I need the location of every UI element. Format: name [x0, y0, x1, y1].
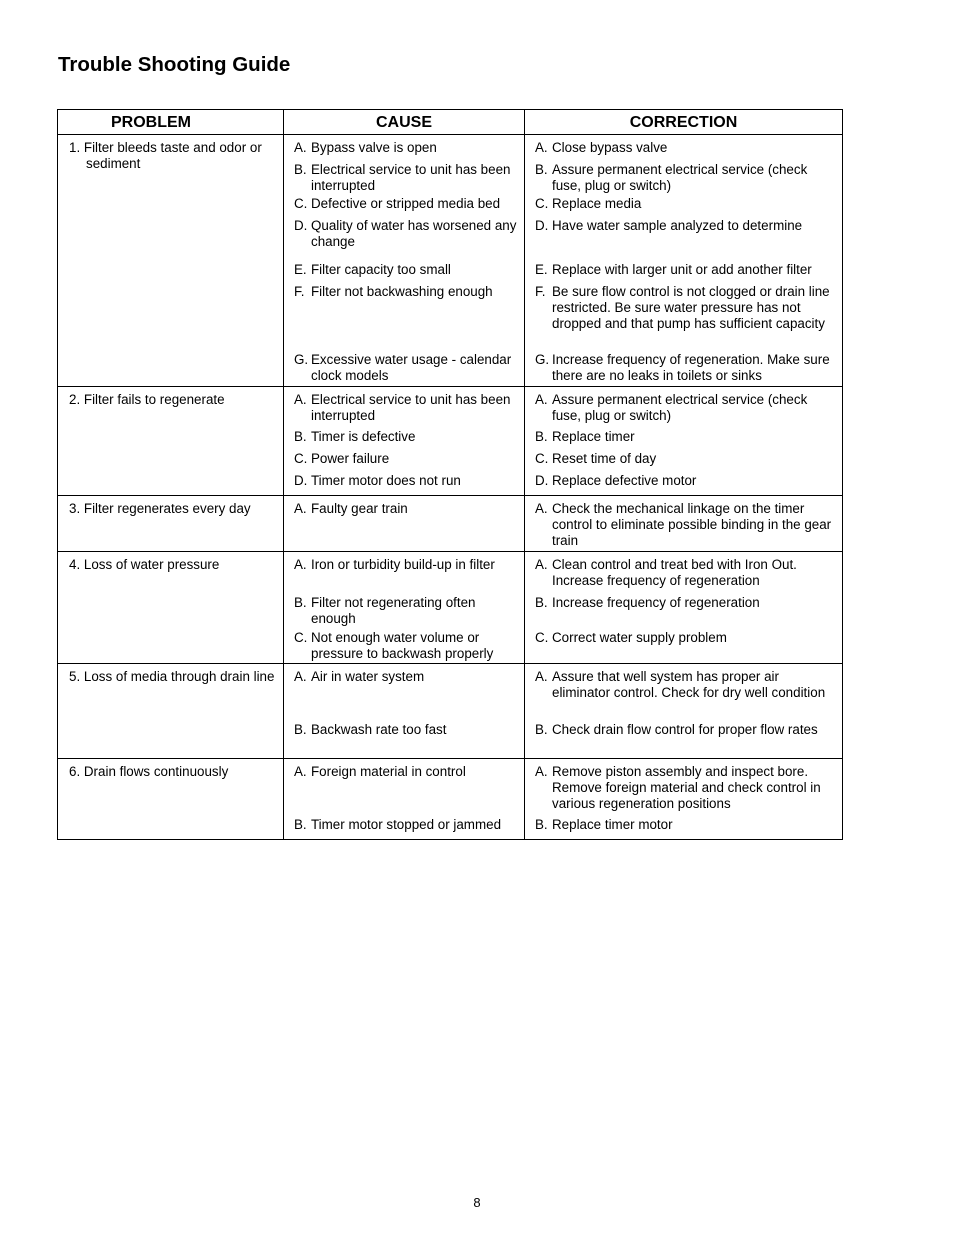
- cause-text: Bypass valve is open: [311, 140, 437, 155]
- cause-list: [284, 135, 524, 386]
- problem-cell: [58, 759, 284, 840]
- cause-letter: A.: [294, 501, 307, 516]
- correction-cell: [525, 496, 843, 552]
- correction-letter: E.: [535, 262, 548, 277]
- cause-letter: B.: [294, 429, 307, 444]
- cause-text: Defective or stripped media bed: [311, 196, 501, 211]
- correction-letter: A.: [535, 140, 548, 155]
- correction-letter: B.: [535, 595, 548, 610]
- cause-list: [284, 552, 524, 663]
- problem-text: 3. Filter regenerates every day: [69, 501, 251, 516]
- cause-item: [294, 196, 518, 218]
- cause-letter: A.: [294, 557, 307, 572]
- cause-text: Backwash rate too fast: [311, 722, 447, 737]
- cause-list: [284, 387, 524, 495]
- correction-letter: A.: [535, 557, 548, 572]
- correction-text: Clean control and treat bed with Iron Out. Increase frequency of regeneration: [552, 557, 797, 588]
- correction-letter: B.: [535, 722, 548, 737]
- correction-letter: A.: [535, 764, 548, 779]
- correction-list: [525, 759, 842, 839]
- correction-text: Assure permanent electrical service (check fuse, plug or switch): [552, 162, 808, 193]
- cause-text: Timer is defective: [311, 429, 416, 444]
- correction-text: Correct water supply problem: [552, 630, 727, 645]
- cause-letter: A.: [294, 669, 307, 684]
- correction-letter: C.: [535, 630, 549, 645]
- cause-letter: C.: [294, 196, 308, 211]
- table-row: [58, 135, 843, 387]
- correction-text: Assure that well system has proper air eliminator control. Check for dry well condition: [552, 669, 826, 700]
- cause-letter: C.: [294, 451, 308, 466]
- correction-text: Be sure flow control is not clogged or drain line restricted. Be sure water pressure has not dropped and that pump has sufficient capacity: [552, 284, 830, 331]
- correction-list: [525, 496, 842, 551]
- cause-letter: B.: [294, 595, 307, 610]
- cause-cell: [284, 759, 525, 840]
- cause-text: Electrical service to unit has been interrupted: [311, 392, 511, 423]
- table-header-row: [58, 110, 843, 135]
- cause-item: [294, 140, 518, 162]
- table-row: [58, 759, 843, 840]
- cause-letter: D.: [294, 218, 308, 233]
- correction-letter: B.: [535, 162, 548, 177]
- cause-text: Power failure: [311, 451, 390, 466]
- table-row: [58, 387, 843, 496]
- cause-item: [294, 557, 518, 595]
- correction-text: Close bypass valve: [552, 140, 668, 155]
- correction-text: Increase frequency of regeneration. Make sure there are no leaks in toilets or sinks: [552, 352, 830, 383]
- cause-list: [284, 664, 524, 758]
- cause-text: Iron or turbidity build-up in filter: [311, 557, 495, 572]
- troubleshooting-table: [57, 109, 843, 840]
- problem-cell: [58, 135, 284, 387]
- cause-text: Filter not backwashing enough: [311, 284, 493, 299]
- cause-item: [294, 262, 518, 284]
- cause-text: Quality of water has worsened any change: [311, 218, 517, 249]
- correction-text: Have water sample analyzed to determine: [552, 218, 803, 233]
- correction-item: [535, 451, 836, 473]
- correction-text: Assure permanent electrical service (check fuse, plug or switch): [552, 392, 808, 423]
- correction-item: [535, 352, 836, 386]
- cause-letter: D.: [294, 473, 308, 488]
- correction-item: [535, 429, 836, 451]
- cause-item: [294, 630, 518, 663]
- cause-cell: [284, 387, 525, 496]
- cause-letter: B.: [294, 162, 307, 177]
- cause-item: [294, 764, 518, 817]
- correction-item: [535, 473, 836, 495]
- cause-text: Air in water system: [311, 669, 425, 684]
- correction-item: [535, 501, 836, 551]
- correction-letter: B.: [535, 429, 548, 444]
- correction-text: Replace timer motor: [552, 817, 673, 832]
- correction-item: [535, 595, 836, 630]
- table-body: [58, 135, 843, 840]
- cause-list: [284, 496, 524, 551]
- correction-item: [535, 764, 836, 817]
- cause-letter: C.: [294, 630, 308, 645]
- table-row: [58, 664, 843, 759]
- cause-item: [294, 817, 518, 839]
- cause-cell: [284, 496, 525, 552]
- correction-list: [525, 552, 842, 663]
- cause-letter: E.: [294, 262, 307, 277]
- column-header-cause: CAUSE: [284, 110, 525, 135]
- correction-item: [535, 817, 836, 839]
- correction-letter: C.: [535, 196, 549, 211]
- cause-cell: [284, 552, 525, 664]
- cause-item: [294, 218, 518, 262]
- correction-item: [535, 218, 836, 262]
- correction-list: [525, 135, 842, 386]
- cause-text: Excessive water usage - calendar clock models: [311, 352, 512, 383]
- correction-text: Check the mechanical linkage on the timer control to eliminate possible binding in the gear train: [552, 501, 832, 548]
- problem-cell: [58, 664, 284, 759]
- cause-item: [294, 595, 518, 630]
- correction-item: [535, 630, 836, 663]
- cause-item: [294, 722, 518, 758]
- cause-text: Filter not regenerating often enough: [311, 595, 476, 626]
- correction-text: Replace with larger unit or add another filter: [552, 262, 812, 277]
- cause-item: [294, 669, 518, 722]
- cause-item: [294, 392, 518, 429]
- correction-cell: [525, 664, 843, 759]
- cause-item: [294, 162, 518, 196]
- correction-letter: D.: [535, 218, 549, 233]
- correction-text: Replace defective motor: [552, 473, 697, 488]
- cause-item: [294, 473, 518, 495]
- cause-cell: [284, 135, 525, 387]
- correction-letter: A.: [535, 392, 548, 407]
- correction-text: Remove piston assembly and inspect bore. Remove foreign material and check control in various regeneration positions: [552, 764, 821, 811]
- correction-item: [535, 557, 836, 595]
- correction-item: [535, 669, 836, 722]
- problem-text: 4. Loss of water pressure: [69, 557, 220, 572]
- correction-letter: A.: [535, 501, 548, 516]
- correction-text: Check drain flow control for proper flow rates: [552, 722, 818, 737]
- problem-text: 2. Filter fails to regenerate: [69, 392, 225, 407]
- table-row: [58, 552, 843, 664]
- cause-text: Filter capacity too small: [311, 262, 451, 277]
- cause-letter: F.: [294, 284, 305, 299]
- cause-text: Foreign material in control: [311, 764, 466, 779]
- correction-text: Increase frequency of regeneration: [552, 595, 760, 610]
- cause-item: [294, 501, 518, 551]
- cause-letter: A.: [294, 764, 307, 779]
- page-number: 8: [473, 1195, 481, 1210]
- correction-text: Replace media: [552, 196, 642, 211]
- correction-item: [535, 140, 836, 162]
- correction-item: [535, 196, 836, 218]
- correction-letter: C.: [535, 451, 549, 466]
- correction-letter: B.: [535, 817, 548, 832]
- correction-cell: [525, 387, 843, 496]
- problem-text: 6. Drain flows continuously: [69, 764, 229, 779]
- correction-letter: F.: [535, 284, 546, 299]
- correction-item: [535, 262, 836, 284]
- column-header-problem: PROBLEM: [58, 110, 284, 135]
- problem-text: 1. Filter bleeds taste and odor or sediment: [69, 140, 262, 171]
- cause-text: Electrical service to unit has been interrupted: [311, 162, 511, 193]
- problem-cell: [58, 387, 284, 496]
- correction-cell: [525, 552, 843, 664]
- problem-cell: [58, 552, 284, 664]
- correction-list: [525, 664, 842, 758]
- correction-text: Reset time of day: [552, 451, 657, 466]
- cause-letter: B.: [294, 817, 307, 832]
- column-header-correction: CORRECTION: [525, 110, 843, 135]
- correction-item: [535, 284, 836, 352]
- correction-list: [525, 387, 842, 495]
- correction-text: Replace timer: [552, 429, 635, 444]
- cause-text: Timer motor does not run: [311, 473, 461, 488]
- cause-letter: B.: [294, 722, 307, 737]
- cause-letter: A.: [294, 392, 307, 407]
- correction-item: [535, 392, 836, 429]
- correction-item: [535, 162, 836, 196]
- cause-letter: A.: [294, 140, 307, 155]
- correction-cell: [525, 759, 843, 840]
- correction-item: [535, 722, 836, 758]
- correction-letter: D.: [535, 473, 549, 488]
- table-row: [58, 496, 843, 552]
- cause-list: [284, 759, 524, 839]
- correction-letter: G.: [535, 352, 550, 367]
- cause-cell: [284, 664, 525, 759]
- cause-text: Timer motor stopped or jammed: [311, 817, 502, 832]
- correction-letter: A.: [535, 669, 548, 684]
- cause-item: [294, 352, 518, 386]
- cause-letter: G.: [294, 352, 309, 367]
- cause-item: [294, 429, 518, 451]
- problem-text: 5. Loss of media through drain line: [69, 669, 275, 684]
- page-title: Trouble Shooting Guide: [58, 53, 291, 76]
- cause-text: Faulty gear train: [311, 501, 408, 516]
- cause-item: [294, 284, 518, 352]
- cause-item: [294, 451, 518, 473]
- cause-text: Not enough water volume or pressure to backwash properly: [311, 630, 494, 661]
- correction-cell: [525, 135, 843, 387]
- problem-cell: [58, 496, 284, 552]
